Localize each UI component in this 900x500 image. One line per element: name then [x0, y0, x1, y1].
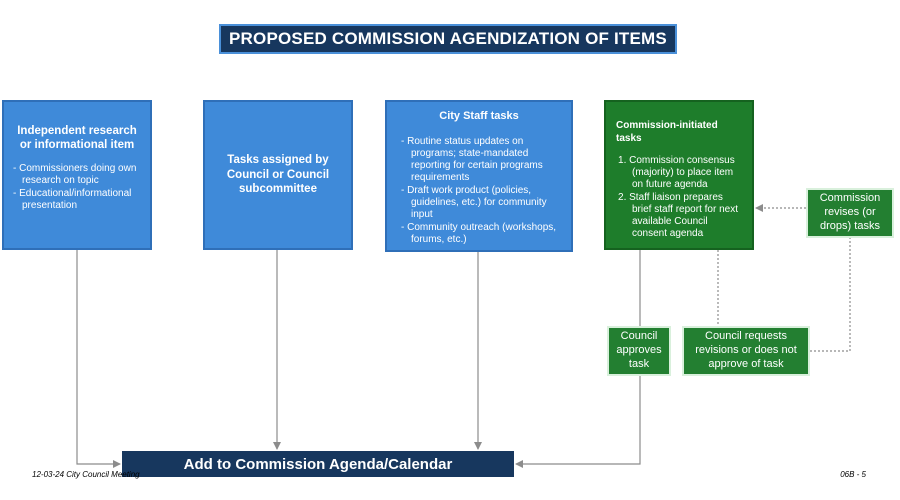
list-item: Commission consensus (majority) to place item on future agenda: [629, 155, 735, 190]
connector-requests-to-revise: [810, 238, 850, 351]
connector-research-to-agenda: [77, 250, 120, 464]
independent-research-list: [12, 163, 142, 212]
list-item: - Draft work product (policies, guidelines, etc.) for community input: [401, 185, 563, 221]
commission-revises-box: Commission revises (or drops) tasks: [806, 188, 894, 238]
list-item: Staff liaison prepares brief staff report for next available Council consent agenda: [629, 192, 738, 239]
footer-page-number: 06B - 5: [840, 470, 866, 479]
page-title: PROPOSED COMMISSION AGENDIZATION OF ITEMS: [219, 24, 677, 54]
list-item: - Community outreach (workshops, forums, etc.): [401, 222, 563, 246]
commission-initiated-tasks-heading: Commission-initiated tasks: [616, 120, 718, 144]
city-staff-tasks-box: [385, 100, 573, 252]
list-item: - Commissioners doing own research on topic: [12, 163, 142, 187]
connector-approves-to-agenda: [516, 376, 640, 464]
commission-initiated-tasks-list: [614, 155, 744, 240]
city-staff-tasks-heading: City Staff tasks: [439, 110, 519, 122]
independent-research-heading: Independent research or informational item: [17, 125, 137, 152]
list-item: - Educational/informational presentation: [12, 188, 142, 212]
list-item: - Routine status updates on programs; state-mandated reporting for certain programs requirements: [401, 136, 563, 184]
council-requests-revisions-box: Council requests revisions or does not approve of task: [682, 326, 810, 376]
independent-research-box: [2, 100, 152, 250]
commission-initiated-tasks-box: [604, 100, 754, 250]
council-assigned-tasks-box: [203, 100, 353, 250]
council-assigned-tasks-heading: Tasks assigned by Council or Council subcommittee: [226, 154, 330, 196]
council-approves-box: Council approves task: [607, 326, 671, 376]
add-to-agenda-box: Add to Commission Agenda/Calendar: [122, 451, 514, 477]
city-staff-tasks-list: [395, 136, 563, 246]
footer-meeting-label: 12-03-24 City Council Meeting: [32, 470, 140, 479]
